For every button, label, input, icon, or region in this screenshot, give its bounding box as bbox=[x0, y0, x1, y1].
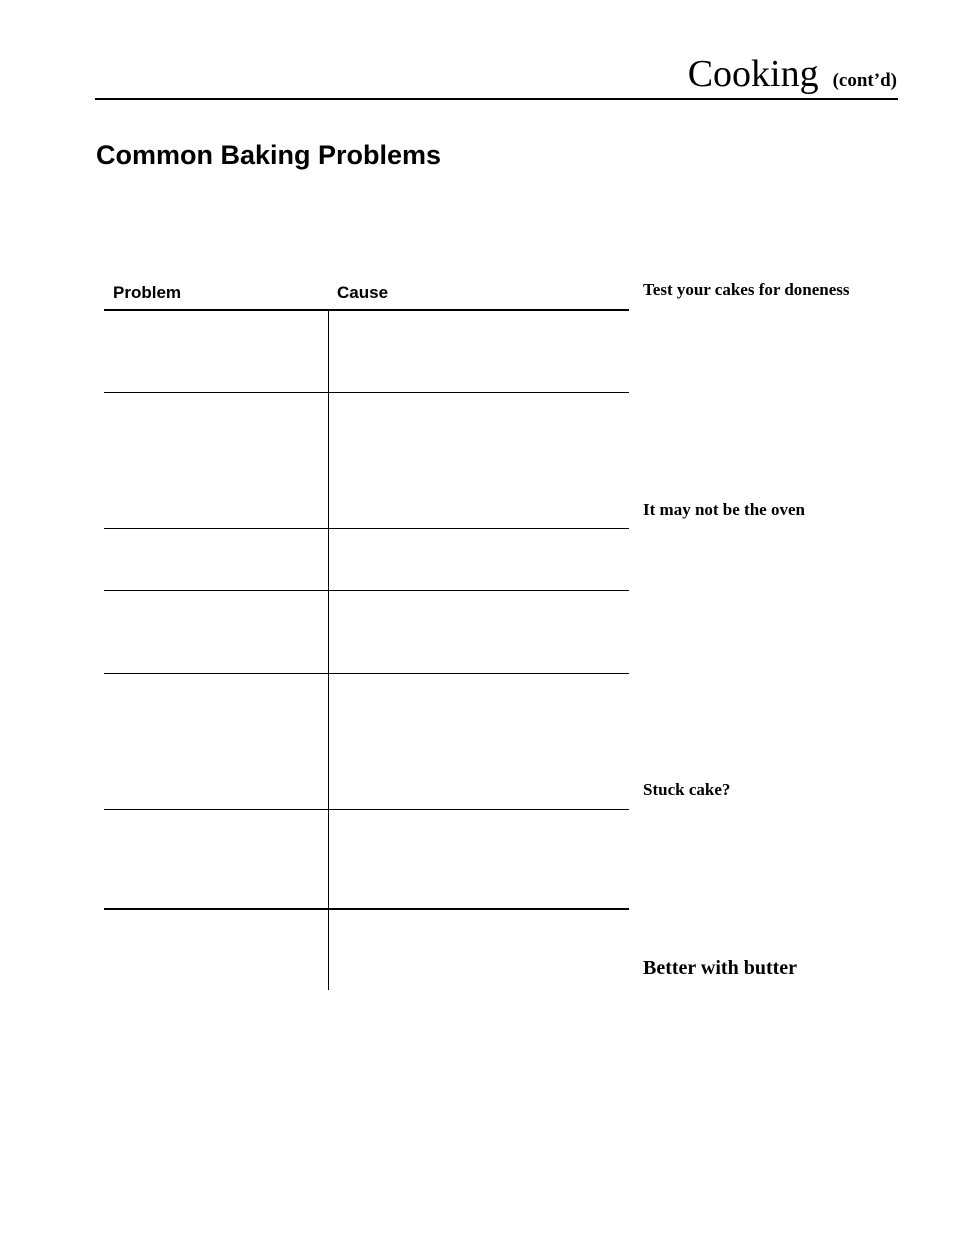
header-title bbox=[688, 52, 897, 96]
header-title-main: Cooking bbox=[687, 53, 819, 95]
sidenote-doneness: Test your cakes for doneness bbox=[643, 280, 850, 299]
column-divider bbox=[328, 310, 329, 990]
header-title-suffix: (cont’d) bbox=[832, 70, 897, 91]
sidenote-butter: Better with butter bbox=[643, 957, 798, 979]
header-rule bbox=[95, 98, 898, 100]
table-row bbox=[104, 591, 629, 673]
table-row bbox=[104, 674, 629, 809]
sidenote-stuck-cake: Stuck cake? bbox=[643, 780, 731, 799]
table-row bbox=[104, 393, 629, 528]
column-header-cause: Cause bbox=[337, 283, 389, 302]
column-header-problem: Problem bbox=[113, 283, 182, 302]
table-row bbox=[104, 311, 629, 392]
table-row bbox=[104, 910, 629, 990]
section-title: Common Baking Problems bbox=[96, 140, 442, 170]
table-row bbox=[104, 529, 629, 590]
table-row bbox=[104, 810, 629, 908]
sidenote-oven: It may not be the oven bbox=[643, 500, 805, 519]
